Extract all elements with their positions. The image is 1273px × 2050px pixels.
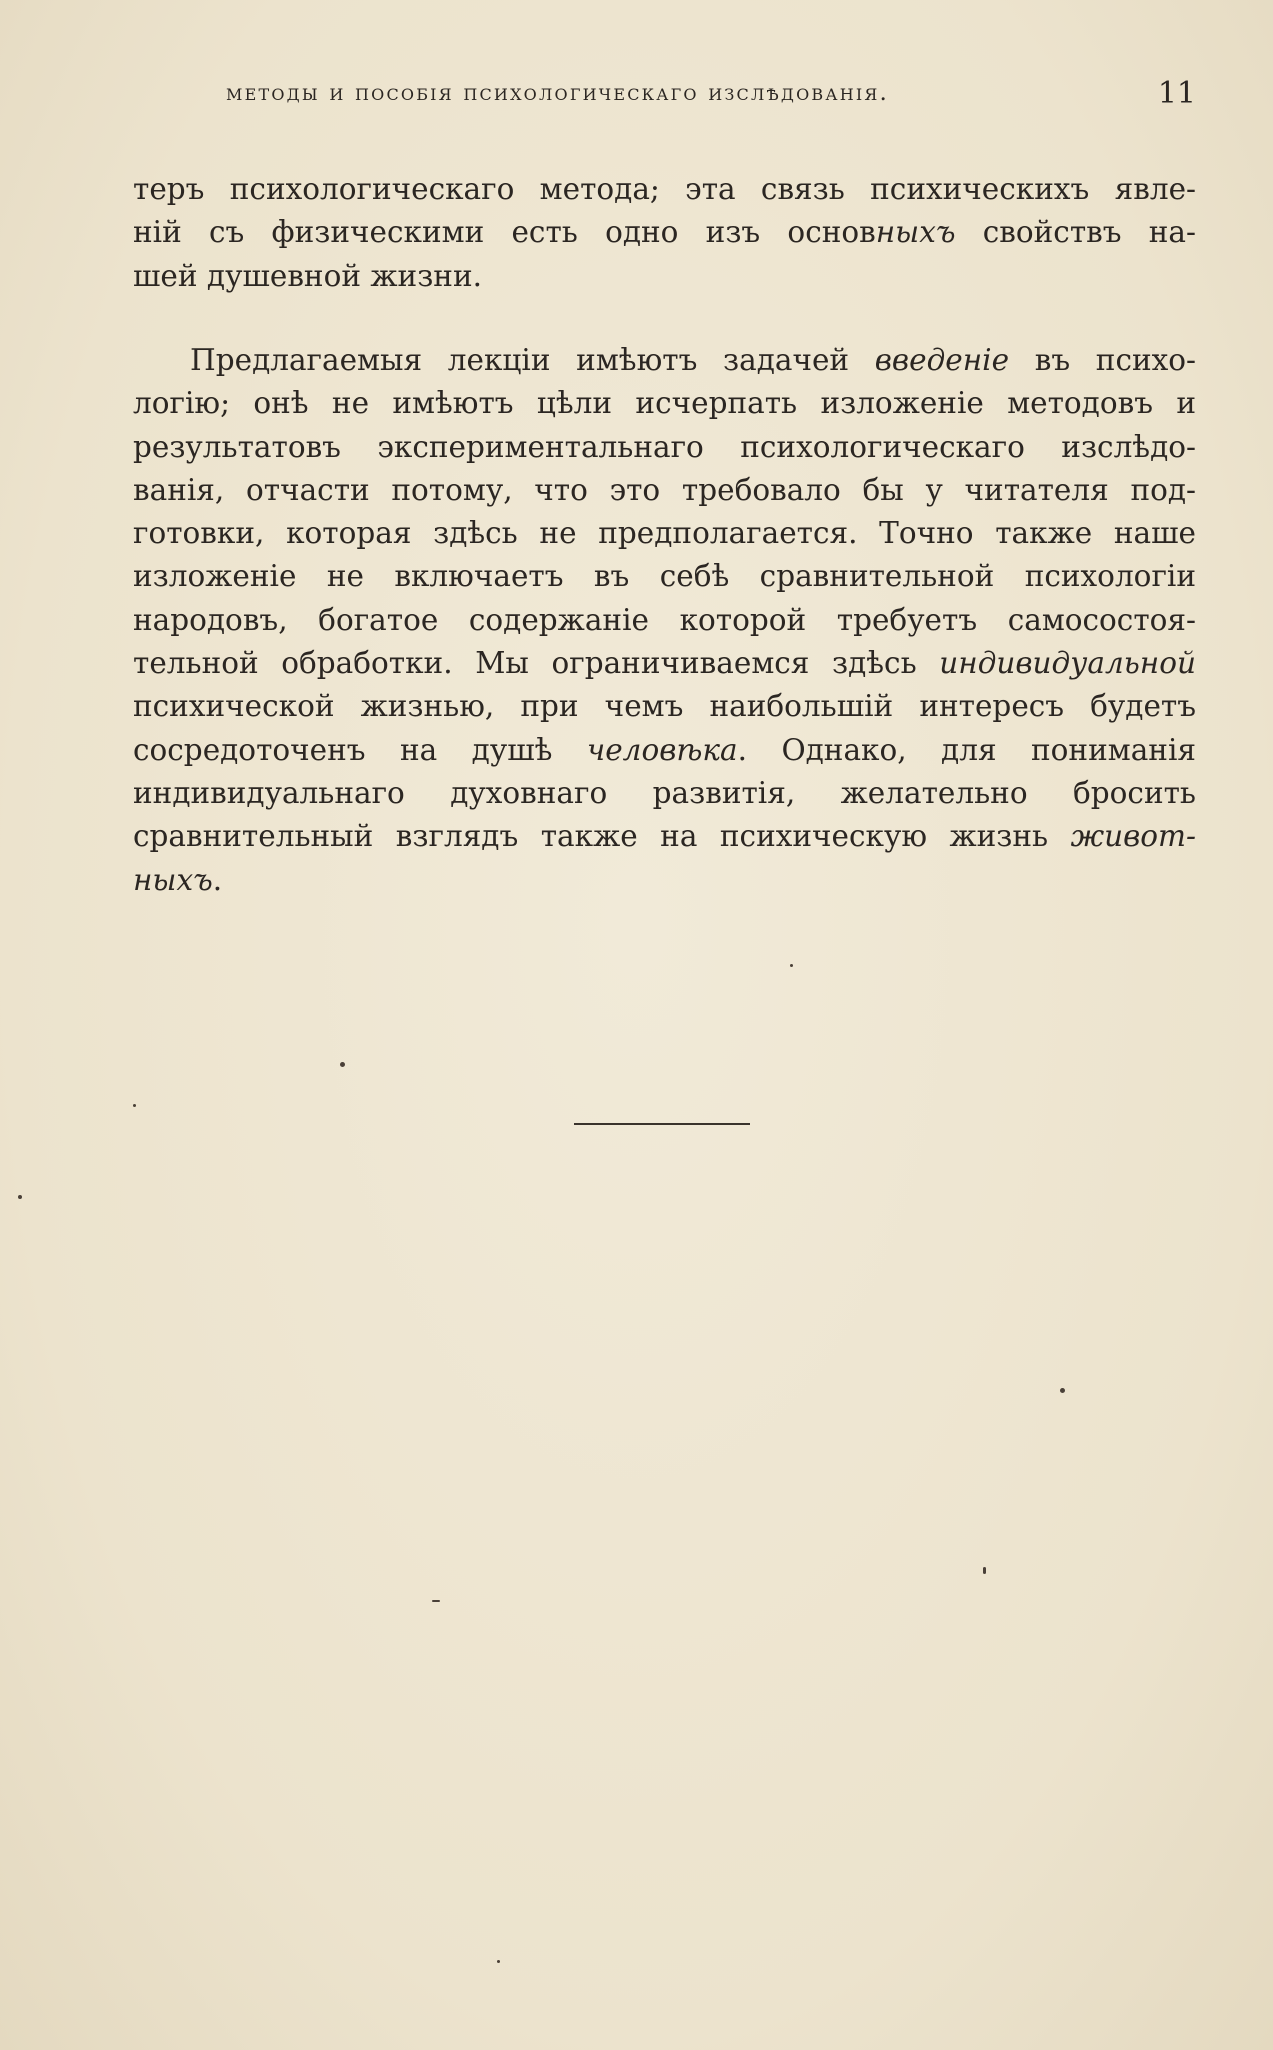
print-speck (497, 1960, 500, 1963)
print-speck (18, 1195, 22, 1199)
paragraph-2 (133, 339, 1196, 902)
text-line: народовъ, богатое содержаніе которой требуетъ самосостоя- (133, 602, 1196, 637)
text-line: тельной обработки. Мы ограничиваемся здѣсь индивидуальной (133, 646, 1196, 681)
text-line: изложеніе не включаетъ въ себѣ сравнительной психологіи (133, 559, 1196, 594)
text-line: шей душевной жизни. (133, 258, 482, 293)
text-line: индивидуальнаго духовнаго развитія, желательно бросить (133, 775, 1196, 810)
print-speck (1060, 1388, 1065, 1393)
text-line: логію; онѣ не имѣютъ цѣли исчерпать изложеніе методовъ и (133, 386, 1196, 421)
print-speck (340, 1062, 345, 1067)
text-line: ній съ физическими есть одно изъ основныхъ свойствъ на- (133, 215, 1196, 250)
page-number: 11 (1157, 76, 1196, 111)
text-line: Предлагаемыя лекціи имѣютъ задачей введеніе въ психо- (190, 343, 1197, 377)
running-head (226, 76, 1196, 120)
running-title: методы и пособія психологическаго изслѣдованія. (226, 80, 890, 106)
text-line: теръ психологическаго метода; эта связь психическихъ явле- (133, 172, 1196, 206)
text-line: ныхъ. (133, 862, 223, 897)
paragraph-1 (133, 168, 1196, 298)
text-line: сравнительный взглядъ также на психическую жизнь живот- (133, 819, 1196, 854)
text-line: психической жизнью, при чемъ наибольшій интересъ будетъ (133, 689, 1196, 724)
text-line: результатовъ экспериментальнаго психологическаго изслѣдо- (133, 429, 1196, 464)
print-speck (790, 964, 793, 967)
text-line: ванія, отчасти потому, что это требовало бы у читателя под- (133, 472, 1196, 507)
section-end-rule (574, 1123, 750, 1125)
print-speck (432, 1600, 440, 1602)
print-speck (983, 1567, 986, 1574)
text-line: сосредоточенъ на душѣ человѣка. Однако, для пониманія (133, 732, 1196, 767)
print-speck (133, 1104, 136, 1107)
text-line: готовки, которая здѣсь не предполагается. Точно также наше (133, 516, 1196, 551)
